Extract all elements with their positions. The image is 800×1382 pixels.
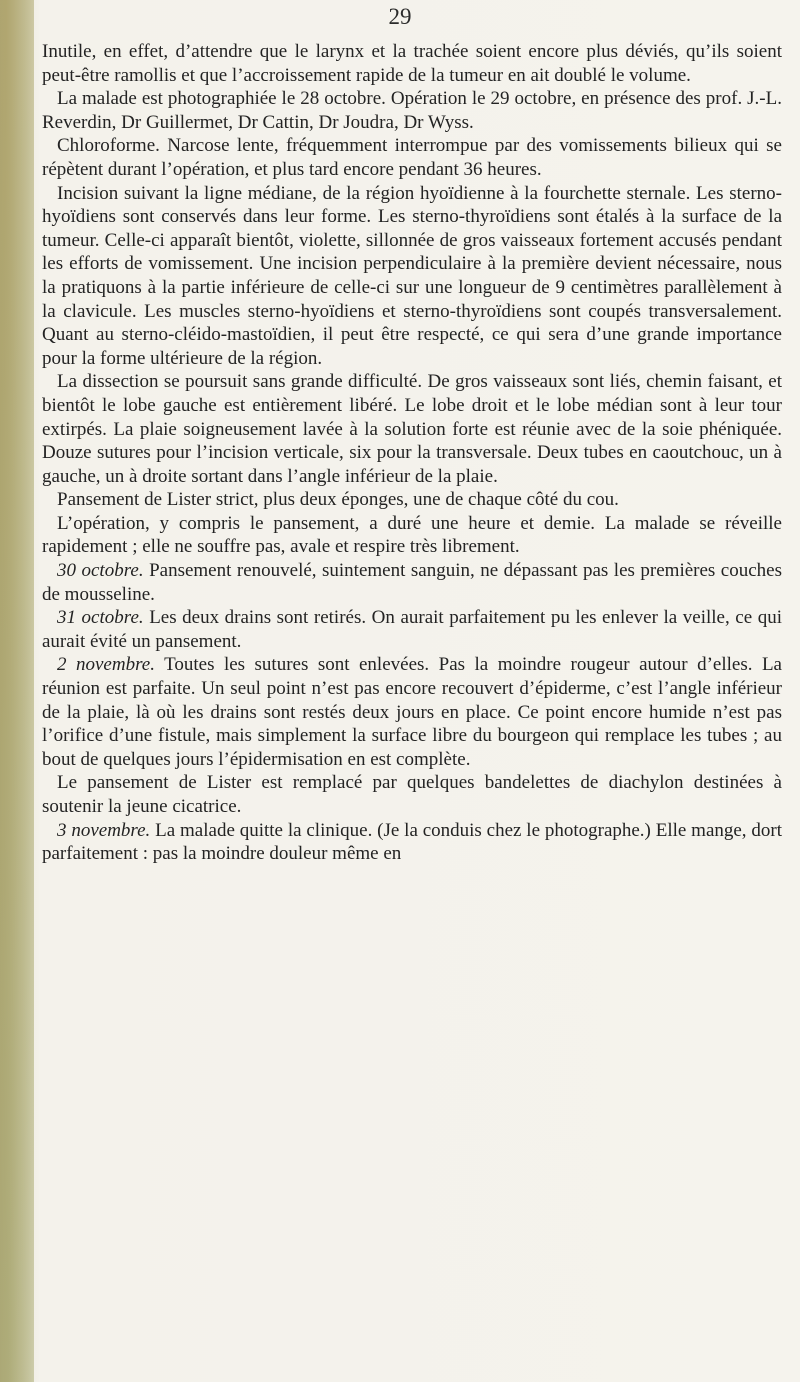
paragraph-5: La dissection se poursuit sans grande difficulté. De gros vaisseaux sont liés, chemin faisant, et bientôt le lobe gauche est entièrement libéré. Le lobe droit et le lobe médian sont à leur tour extirpés. La plaie soigneusement lavée à la solution forte est réunie avec de la soie phéniquée. Douze sutures pour l’incision verticale, six pour la transversale. Deux tubes en caoutchouc, un à gauche, un à droite sortant dans l’angle inférieur de la plaie. [42,371,782,487]
paragraph-10: 2 novembre. Toutes les sutures sont enlevées. Pas la moindre rougeur autour d’elles. La réunion est parfaite. Un seul point n’est pas encore recouvert d’épiderme, c’est l’angle inférieur de la plaie, là où les drains sont restés deux jours en place. Ce point encore humide n’est pas l’orifice d’une fistule, mais simplement la surface libre du bourgeon qui remplace les tubes ; au bout de quelques jours l’épidermisation en est complète. [42,654,782,770]
page-edge-stain [0,0,34,1382]
entry-date: 30 octobre. [57,560,144,582]
page-number: 29 [388,4,412,29]
paragraph-9: 31 octobre. Les deux drains sont retirés. On aurait parfaitement pu les enlever la veille, ce qui aurait évité un pansement. [42,607,782,652]
body-text [42,40,782,866]
paragraph-4: Incision suivant la ligne médiane, de la région hyoïdienne à la fourchette sternale. Les sterno-hyoïdiens sont conservés dans leur forme. Les sterno-thyroïdiens sont étalés à la surface de la tumeur. Celle-ci apparaît bientôt, violette, sillonnée de gros vaisseaux fortement accusés pendant les efforts de vomissement. Une incision perpendiculaire à la première devient nécessaire, nous la pratiquons à la partie inférieure de celle-ci sur une longueur de 9 centimètres parallèlement à la clavicule. Les muscles sterno-hyoïdiens et sterno-thyroïdiens sont coupés transversalement. Quant au sterno-cléido-mastoïdien, il peut être respecté, ce qui sera d’une grande importance pour la forme ultérieure de la région. [42,182,782,369]
paragraph-7: L’opération, y compris le pansement, a duré une heure et demie. La malade se réveille rapidement ; elle ne souffre pas, avale et respire très librement. [42,512,782,558]
entry-date: 2 novembre. [57,654,155,676]
paragraph-1: Inutile, en effet, d’attendre que le larynx et la trachée soient encore plus déviés, qu’ils soient peut-être ramollis et que l’accroissement rapide de la tumeur en ait doublé le volume. [42,41,782,86]
paragraph-2: La malade est photographiée le 28 octobre. Opération le 29 octobre, en présence des prof. J.-L. Reverdin, Dr Guillermet, Dr Cattin, Dr Joudra, Dr Wyss. [42,88,782,133]
paragraph-8: 30 octobre. Pansement renouvelé, suintement sanguin, ne dépassant pas les premières couches de mousseline. [42,560,782,605]
paragraph-3: Chloroforme. Narcose lente, fréquemment interrompue par des vomissements bilieux qui se répètent durant l’opération, et plus tard encore pendant 36 heures. [42,135,782,180]
paragraph-6: Pansement de Lister strict, plus deux éponges, une de chaque côté du cou. [57,489,619,511]
entry-date: 31 octobre. [57,607,144,629]
paragraph-12: 3 novembre. La malade quitte la clinique. (Je la conduis chez le photographe.) Elle mange, dort parfaitement : pas la moindre douleur même en [42,819,782,865]
paragraph-11: Le pansement de Lister est remplacé par quelques bandelettes de diachylon destinées à soutenir la jeune cicatrice. [42,772,782,817]
entry-date: 3 novembre. [57,819,151,841]
